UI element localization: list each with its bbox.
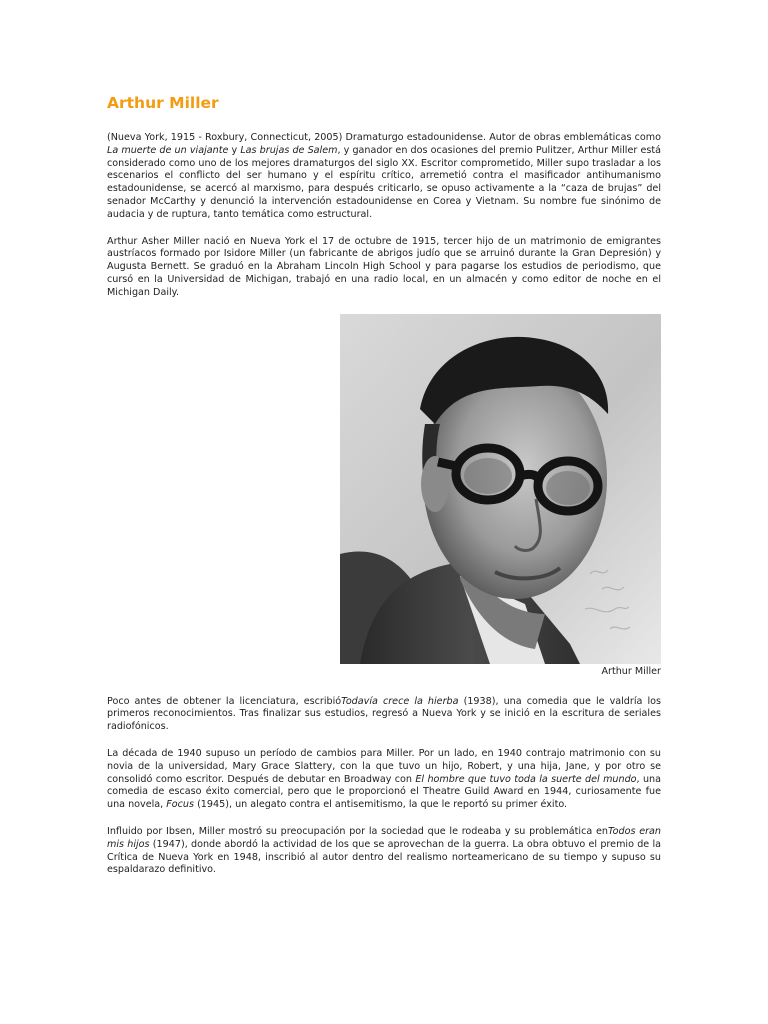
ibsen-paragraph (107, 826, 661, 877)
forties-text-1: La década de 1940 supuso un período de cambios para Miller. Por un lado, en 1940 contrajo matrimonio con su novia de la universidad, Mary Grace Slattery, con la que tuvo un hijo, Robert, y una hija, Jane, y por otro se consolidó como escritor. Después de debutar en Broadway con (107, 747, 661, 785)
ibsen-work-1: Todos eran mis hijos (107, 825, 662, 850)
forties-paragraph (107, 748, 661, 812)
early-work-1: Todavía crece la hierba (341, 695, 459, 707)
intro-work-1: La muerte de un viajante (107, 144, 229, 156)
early-text-1: Poco antes de obtener la licenciatura, escribió (107, 695, 342, 707)
portrait-photo (340, 314, 661, 664)
forties-work-2: Focus (166, 799, 195, 811)
intro-text-3: , y ganador en dos ocasiones del premio Pulitzer, Arthur Miller está considerado como uno de los mejores dramaturgos del siglo XX. Escritor comprometido, Miller supo trasladar a los escenarios el conflicto del ser humano y el espíritu crítico, arremetió contra el masificador antihumanismo estadounidense, se acercó al marxismo, para después criticarlo, se opuso activamente a la “caza de brujas” del senador McCarthy y denunció la intervención estadounidense en Corea y Vietnam. Su nombre fue sinónimo de audacia y de ruptura, tanto temática como estructural. (107, 144, 661, 220)
ibsen-text-1: Influido por Ibsen, Miller mostró su preocupación por la sociedad que le rodeaba y su problemática en (107, 825, 608, 837)
bio-paragraph: Arthur Asher Miller nació en Nueva York el 17 de octubre de 1915, tercer hijo de un matrimonio de emigrantes austríacos formado por Isidore Miller (un fabricante de abrigos judío que se arruinó durante la Gran Depresión) y Augusta Bernett. Se graduó en la Abraham Lincoln High School y para pagarse los estudios de periodismo, que cursó en la Universidad de Michigan, trabajó en una radio local, en un almacén y como editor de noche en el Michigan Daily. (107, 235, 661, 298)
article (107, 94, 661, 891)
portrait-caption: Arthur Miller (601, 665, 661, 677)
early-text-2: (1938), una comedia que le valdría los primeros reconocimientos. Tras finalizar sus estudios, regresó a Nueva York y se inició en la escritura de seriales radiofónicos. (107, 695, 661, 733)
article-title: Arthur Miller (107, 94, 219, 112)
forties-work-1: El hombre que tuvo toda la suerte del mundo (415, 773, 637, 785)
forties-text-2: , una comedia de escaso éxito comercial, pero que le proporcionó el Theatre Guild Award en 1944, curiosamente fue una novela, (107, 773, 661, 811)
ibsen-text-2: (1947), donde abordó la actividad de los que se aprovechan de la guerra. La obra obtuvo el premio de la Crítica de Nueva York en 1948, inscribió al autor dentro del realismo norteamericano de su tiempo y supuso su espaldarazo definitivo. (107, 838, 661, 876)
intro-text-2: y (228, 144, 241, 156)
portrait-figure (340, 314, 661, 678)
intro-paragraph (107, 132, 661, 222)
intro-text-1: (Nueva York, 1915 - Roxbury, Connecticut, 2005) Dramaturgo estadounidense. Autor de obras emblemáticas como (107, 132, 661, 143)
intro-work-2: Las brujas de Salem (240, 144, 338, 156)
early-career-paragraph (107, 696, 661, 734)
forties-text-3: (1945), un alegato contra el antisemitismo, la que le reportó su primer éxito. (194, 799, 568, 811)
